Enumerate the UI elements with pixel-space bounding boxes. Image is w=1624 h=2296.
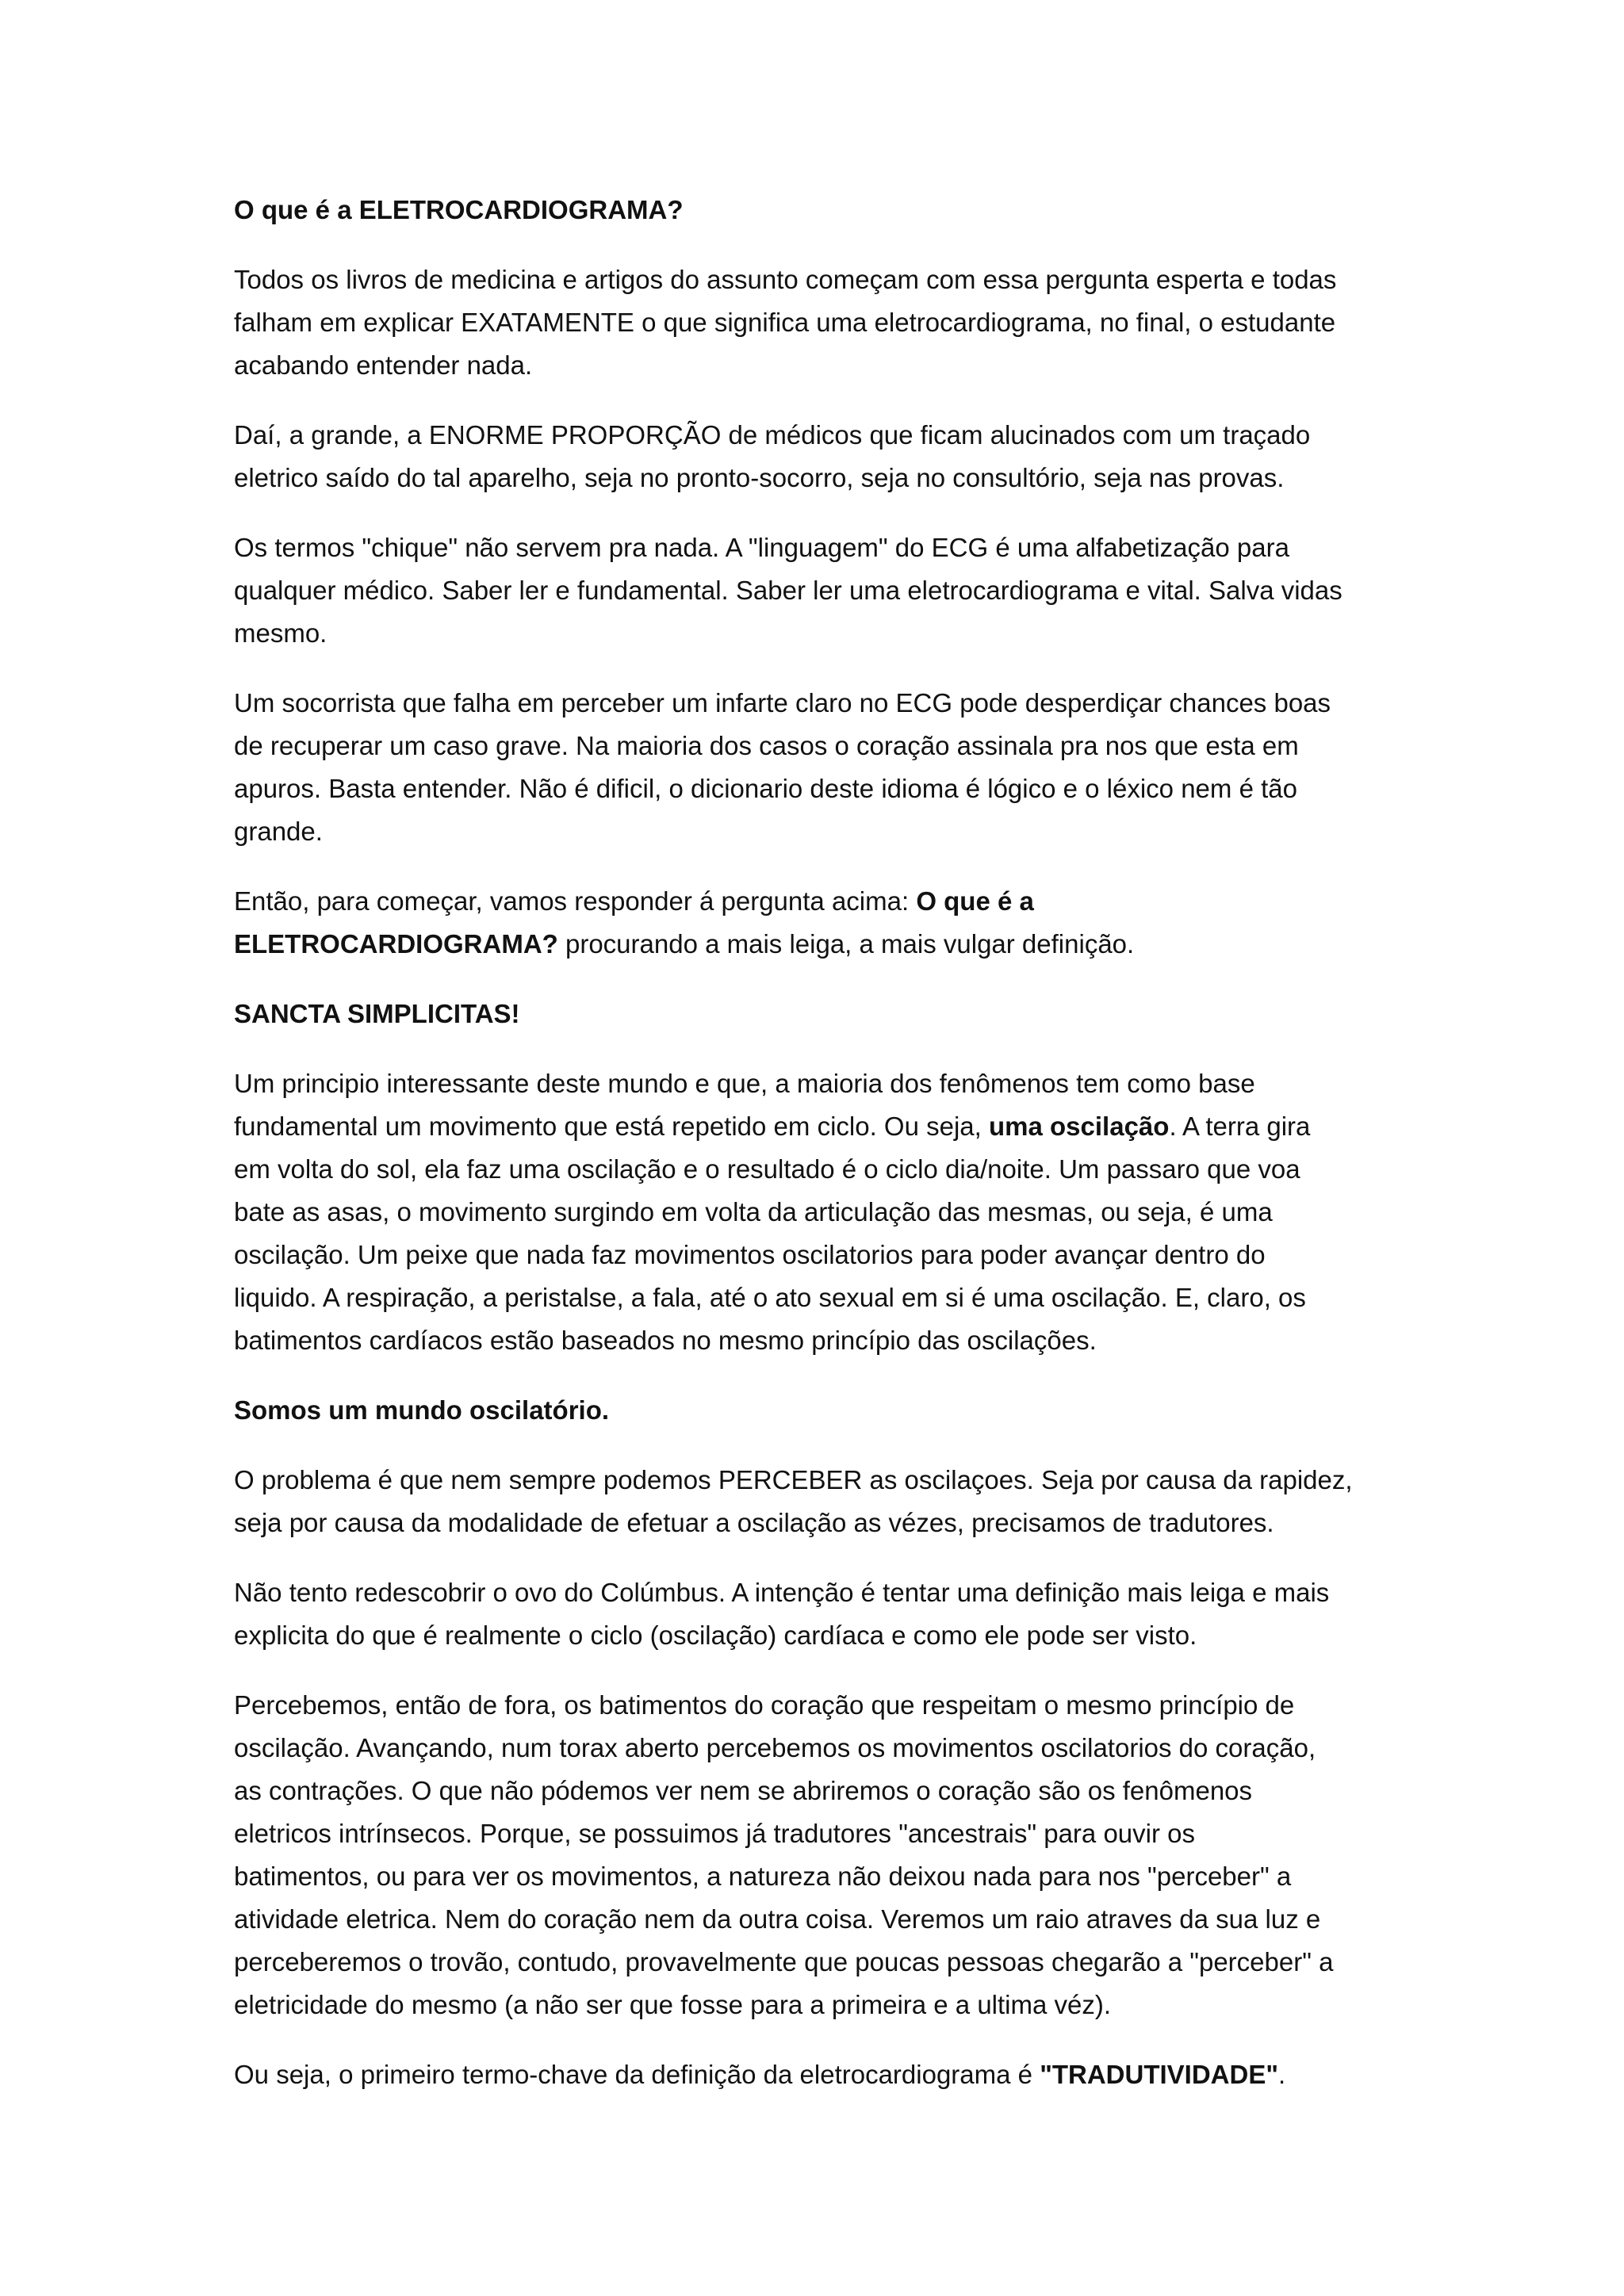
paragraph-6 <box>234 1062 1408 1362</box>
text-line: de recuperar um caso grave. Na maioria dos casos o coração assinala pra nos que esta em <box>234 731 1299 760</box>
text-run: . A terra gira <box>1169 1112 1311 1141</box>
text-line: liquido. A respiração, a peristalse, a fala, até o ato sexual em si é uma oscilação. E, claro, os <box>234 1283 1306 1312</box>
text-line: Percebemos, então de fora, os batimentos do coração que respeitam o mesmo princípio de <box>234 1690 1295 1720</box>
paragraph-7 <box>234 1459 1408 1544</box>
text-line: qualquer médico. Saber ler e fundamental. Saber ler uma eletrocardiograma e vital. Salva vidas <box>234 576 1342 605</box>
text-line: batimentos, ou para ver os movimentos, a natureza não deixou nada para nos "perceber" a <box>234 1862 1292 1891</box>
text-line <box>234 923 1408 966</box>
text-line: perceberemos o trovão, contudo, provavelmente que poucas pessoas chegarão a "perceber" a <box>234 1947 1334 1976</box>
text-run: Ou seja, o primeiro termo-chave da definição da eletrocardiograma é <box>234 2060 1040 2089</box>
bold-text: ELETROCARDIOGRAMA? <box>234 929 558 959</box>
heading-text: Somos um mundo oscilatório. <box>234 1395 610 1425</box>
paragraph-1 <box>234 258 1408 387</box>
text-line: Daí, a grande, a ENORME PROPORÇÃO de médicos que ficam alucinados com um traçado <box>234 420 1311 450</box>
section-heading-oscilatorio <box>234 1389 1408 1432</box>
section-heading-sancta <box>234 993 1408 1035</box>
text-line: as contrações. O que não pódemos ver nem se abriremos o coração são os fenômenos <box>234 1776 1253 1805</box>
text-line: explicita do que é realmente o ciclo (oscilação) cardíaca e como ele pode ser visto. <box>234 1621 1197 1650</box>
text-line: em volta do sol, ela faz uma oscilação e o resultado é o ciclo dia/noite. Um passaro que voa <box>234 1154 1300 1184</box>
text-line: eletricos intrínsecos. Porque, se possuimos já tradutores "ancestrais" para ouvir os <box>234 1819 1195 1848</box>
title-text: O que é a ELETROCARDIOGRAMA? <box>234 195 684 224</box>
text-run: procurando a mais leiga, a mais vulgar definição. <box>557 929 1135 959</box>
text-line: batimentos cardíacos estão baseados no mesmo princípio das oscilações. <box>234 1326 1097 1355</box>
text-line: atividade eletrica. Nem do coração nem da outra coisa. Veremos um raio atraves da sua luz e <box>234 1904 1321 1934</box>
text-line: seja por causa da modalidade de efetuar a oscilação as vézes, precisamos de tradutores. <box>234 1508 1274 1537</box>
text-run: fundamental um movimento que está repetido em ciclo. Ou seja, <box>234 1112 989 1141</box>
text-line: eletrico saído do tal aparelho, seja no pronto-socorro, seja no consultório, seja nas provas. <box>234 463 1285 492</box>
text-line: Todos os livros de medicina e artigos do assunto começam com essa pergunta esperta e todas <box>234 265 1337 294</box>
text-line <box>234 880 1408 923</box>
text-line: O problema é que nem sempre podemos PERCEBER as oscilaçoes. Seja por causa da rapidez, <box>234 1465 1353 1494</box>
text-line: grande. <box>234 817 323 846</box>
text-line: bate as asas, o movimento surgindo em volta da articulação das mesmas, ou seja, é uma <box>234 1197 1273 1226</box>
bold-text: "TRADUTIVIDADE" <box>1040 2060 1278 2089</box>
bold-text: O que é a <box>916 886 1034 916</box>
paragraph-3 <box>234 526 1408 655</box>
text-line <box>234 1105 1408 1148</box>
text-line: oscilação. Um peixe que nada faz movimentos oscilatorios para poder avançar dentro do <box>234 1240 1266 1269</box>
paragraph-9 <box>234 1684 1408 2026</box>
text-run: . <box>1277 2060 1286 2089</box>
text-line: Os termos "chique" não servem pra nada. A "linguagem" do ECG é uma alfabetização para <box>234 533 1289 562</box>
paragraph-5 <box>234 880 1408 966</box>
text-line: Um principio interessante deste mundo e que, a maioria dos fenômenos tem como base <box>234 1069 1255 1098</box>
paragraph-10 <box>234 2053 1408 2096</box>
text-line: apuros. Basta entender. Não é dificil, o dicionario deste idioma é lógico e o léxico nem é tão <box>234 774 1297 803</box>
text-line: falham em explicar EXATAMENTE o que significa uma eletrocardiograma, no final, o estudante <box>234 308 1336 337</box>
text-line: Não tento redescobrir o ovo do Colúmbus. A intenção é tentar uma definição mais leiga e mais <box>234 1578 1330 1607</box>
document-title <box>234 189 1408 232</box>
text-line: oscilação. Avançando, num torax aberto percebemos os movimentos oscilatorios do coração, <box>234 1733 1316 1762</box>
paragraph-8 <box>234 1571 1408 1657</box>
paragraph-2 <box>234 414 1408 499</box>
text-run: Então, para começar, vamos responder á pergunta acima: <box>234 886 917 916</box>
text-line: eletricidade do mesmo (a não ser que fosse para a primeira e a ultima véz). <box>234 1990 1112 2019</box>
text-line: acabando entender nada. <box>234 350 533 380</box>
bold-text: uma oscilação <box>989 1112 1170 1141</box>
paragraph-4 <box>234 682 1408 853</box>
document-body <box>234 189 1408 2123</box>
text-line: Um socorrista que falha em perceber um infarte claro no ECG pode desperdiçar chances boas <box>234 688 1331 718</box>
text-line: mesmo. <box>234 618 327 648</box>
heading-text: SANCTA SIMPLICITAS! <box>234 999 520 1028</box>
text-line <box>234 2053 1408 2096</box>
